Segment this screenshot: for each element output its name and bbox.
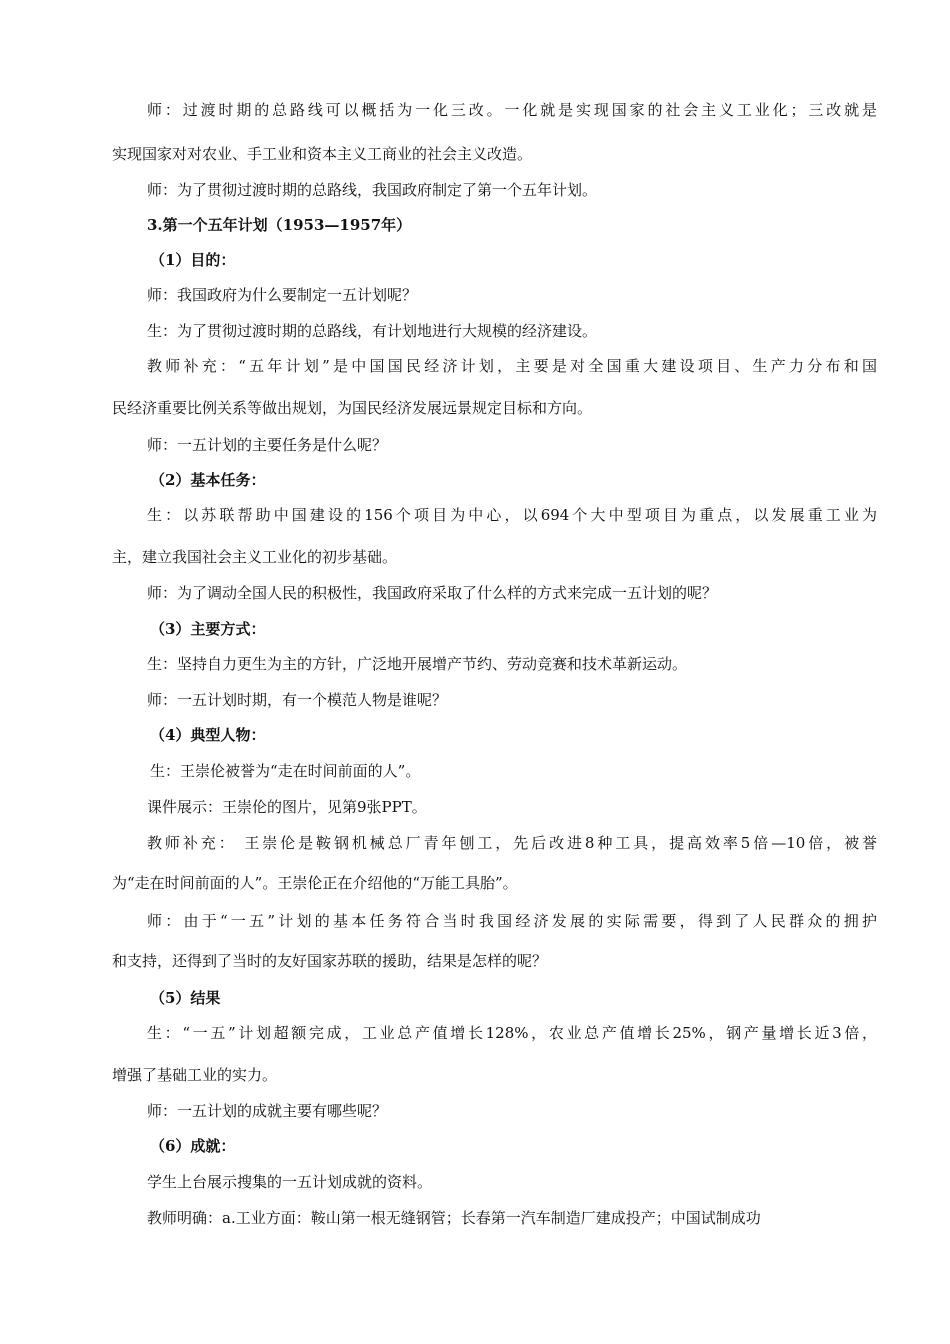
body-paragraph: 教师明确：a.工业方面：鞍山第一根无缝钢管；长春第一汽车制造厂建成投产；中国试制成功 — [147, 1209, 761, 1227]
body-paragraph: 师：为了贯彻过渡时期的总路线，我国政府制定了第一个五年计划。 — [147, 181, 598, 199]
body-paragraph: 师：一五计划的成就主要有哪些呢？ — [147, 1102, 388, 1120]
body-paragraph: 教师补充： 王崇伦是鞍钢机械总厂青年刨工，先后改进8种工具，提高效率5倍—10倍，被誉 — [147, 834, 877, 852]
body-paragraph: 学生上台展示搜集的一五计划成就的资料。 — [147, 1173, 433, 1191]
body-paragraph: 生：王崇伦被誉为“走在时间前面的人”。 — [150, 762, 421, 780]
subsection-heading: （6）成就： — [150, 1137, 236, 1155]
body-paragraph: 师：一五计划的主要任务是什么呢？ — [147, 436, 388, 454]
body-paragraph: 课件展示：王崇伦的图片，见第9张PPT。 — [147, 798, 427, 816]
body-paragraph: 师：我国政府为什么要制定一五计划呢？ — [147, 286, 418, 304]
subsection-heading: （4）典型人物： — [150, 726, 266, 744]
body-paragraph: 民经济重要比例关系等做出规划，为国民经济发展远景规定目标和方向。 — [112, 399, 593, 417]
body-paragraph: 师：由于“一五”计划的基本任务符合当时我国经济发展的实际需要，得到了人民群众的拥护 — [147, 912, 877, 930]
body-paragraph: 和支持，还得到了当时的友好国家苏联的援助，结果是怎样的呢？ — [112, 952, 548, 970]
body-paragraph: 为“走在时间前面的人”。王崇伦正在介绍他的“万能工具胎”。 — [112, 874, 518, 892]
subsection-heading: （5）结果 — [150, 989, 221, 1007]
subsection-heading: （1）目的： — [150, 251, 236, 269]
body-paragraph: 教师补充：“五年计划”是中国国民经济计划，主要是对全国重大建设项目、生产力分布和国 — [147, 357, 877, 375]
body-paragraph: 实现国家对对农业、手工业和资本主义工商业的社会主义改造。 — [112, 145, 533, 163]
body-paragraph: 师：过渡时期的总路线可以概括为一化三改。一化就是实现国家的社会主义工业化；三改就是 — [147, 101, 877, 119]
section-heading: 3.第一个五年计划（1953—1957年） — [147, 216, 412, 234]
body-paragraph: 生：以苏联帮助中国建设的156个项目为中心，以694个大中型项目为重点，以发展重工业为 — [147, 506, 877, 524]
body-paragraph: 主，建立我国社会主义工业化的初步基础。 — [112, 548, 398, 566]
body-paragraph: 生：为了贯彻过渡时期的总路线，有计划地进行大规模的经济建设。 — [147, 322, 598, 340]
subsection-heading: （2）基本任务： — [150, 471, 266, 489]
body-paragraph: 生：“一五”计划超额完成，工业总产值增长128%，农业总产值增长25%，钢产量增长近3倍， — [147, 1024, 877, 1042]
body-paragraph: 师：为了调动全国人民的积极性，我国政府采取了什么样的方式来完成一五计划的呢？ — [147, 584, 718, 602]
body-paragraph: 生：坚持自力更生为主的方针，广泛地开展增产节约、劳动竞赛和技术革新运动。 — [147, 655, 688, 673]
body-paragraph: 增强了基础工业的实力。 — [112, 1066, 278, 1084]
body-paragraph: 师：一五计划时期，有一个模范人物是谁呢？ — [147, 691, 448, 709]
subsection-heading: （3）主要方式： — [150, 620, 266, 638]
